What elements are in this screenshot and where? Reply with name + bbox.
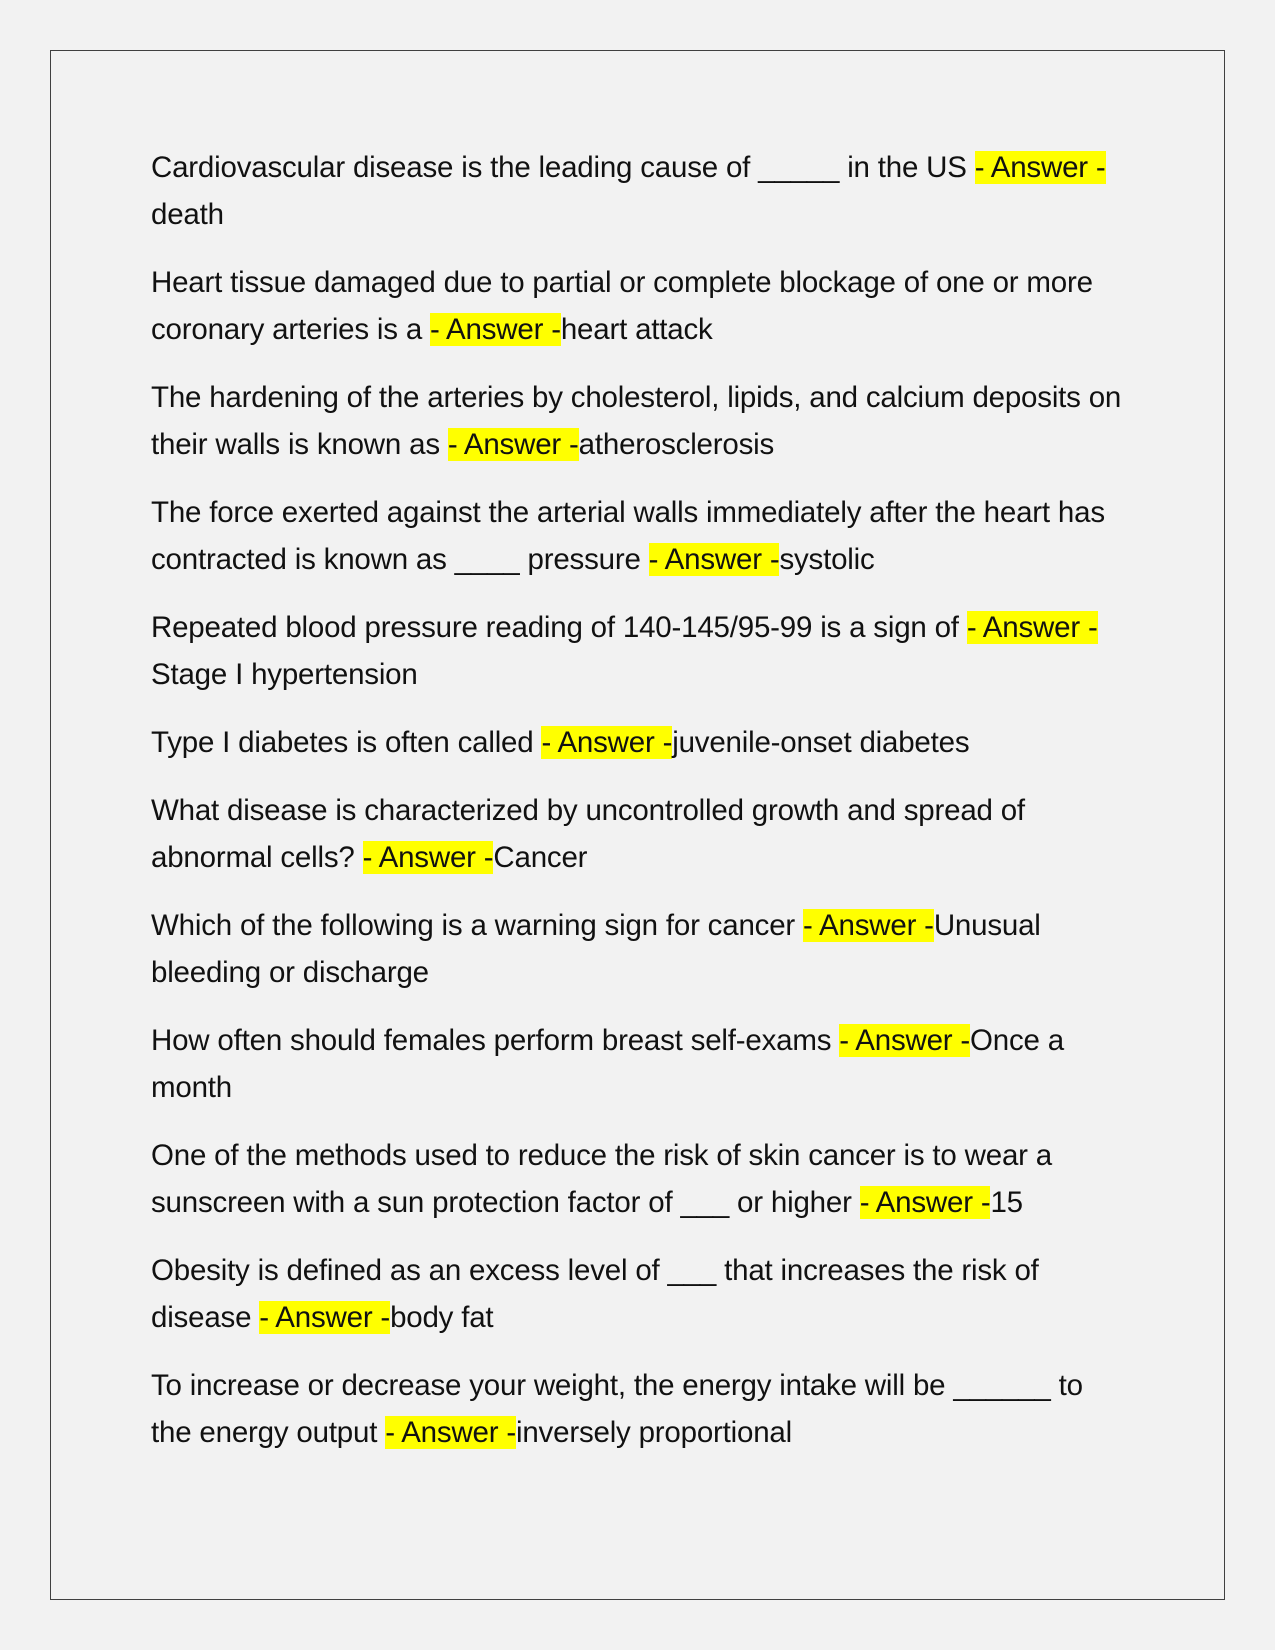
question-text: Type I diabetes is often called	[151, 726, 542, 759]
question-text: Which of the following is a warning sign for cancer	[151, 909, 804, 942]
answer-marker: - Answer -	[974, 151, 1106, 184]
qa-item	[151, 489, 1126, 583]
answer-text: inversely proportional	[516, 1416, 792, 1449]
qa-item	[151, 1132, 1126, 1226]
question-text: The hardening of the arteries by cholesterol, lipids, and calcium deposits on their walls is known as	[151, 381, 1122, 461]
question-text: How often should females perform breast self-exams	[151, 1024, 840, 1057]
answer-text: 15	[990, 1186, 1023, 1219]
answer-marker: - Answer -	[447, 428, 579, 461]
qa-item	[151, 1362, 1126, 1456]
answer-marker: - Answer -	[859, 1186, 991, 1219]
question-text: Heart tissue damaged due to partial or complete blockage of one or more coronary arteries is a	[151, 266, 1093, 346]
qa-list	[151, 144, 1126, 1477]
answer-marker: - Answer -	[839, 1024, 971, 1057]
answer-marker: - Answer -	[362, 841, 494, 874]
question-text: To increase or decrease your weight, the energy intake will be ______ to the energy output	[151, 1369, 1083, 1449]
qa-item	[151, 374, 1126, 468]
answer-text: Unusual bleeding or discharge	[151, 909, 1041, 989]
answer-text: death	[151, 198, 224, 231]
answer-marker: - Answer -	[803, 909, 934, 942]
answer-text: Once a month	[151, 1024, 1064, 1104]
qa-item	[151, 902, 1126, 996]
qa-item	[151, 604, 1126, 698]
answer-marker: - Answer -	[966, 611, 1098, 644]
answer-text: systolic	[779, 543, 875, 576]
qa-item	[151, 787, 1126, 881]
qa-item	[151, 1247, 1126, 1341]
answer-text: heart attack	[560, 313, 713, 346]
question-text: What disease is characterized by uncontrolled growth and spread of abnormal cells?	[151, 794, 1025, 874]
question-text: Obesity is defined as an excess level of ___ that increases the risk of disease	[151, 1254, 1039, 1334]
answer-marker: - Answer -	[259, 1301, 391, 1334]
qa-item	[151, 259, 1126, 353]
answer-text: Stage I hypertension	[151, 658, 418, 691]
question-text: One of the methods used to reduce the risk of skin cancer is to wear a sunscreen with a sun protection factor of ___ or higher	[151, 1139, 1052, 1219]
question-text: Cardiovascular disease is the leading cause of _____ in the US	[151, 151, 975, 184]
qa-item	[151, 144, 1126, 238]
answer-marker: - Answer -	[385, 1416, 516, 1449]
question-text: Repeated blood pressure reading of 140-145/95-99 is a sign of	[151, 611, 967, 644]
qa-item	[151, 719, 1126, 766]
answer-text: atherosclerosis	[578, 428, 775, 461]
answer-text: body fat	[390, 1301, 494, 1334]
answer-text: juvenile-onset diabetes	[672, 726, 970, 759]
answer-marker: - Answer -	[541, 726, 673, 759]
answer-marker: - Answer -	[648, 543, 780, 576]
question-text: The force exerted against the arterial walls immediately after the heart has contracted is known as ____ pressure	[151, 496, 1105, 576]
qa-item	[151, 1017, 1126, 1111]
answer-text: Cancer	[493, 841, 588, 874]
answer-marker: - Answer -	[430, 313, 561, 346]
